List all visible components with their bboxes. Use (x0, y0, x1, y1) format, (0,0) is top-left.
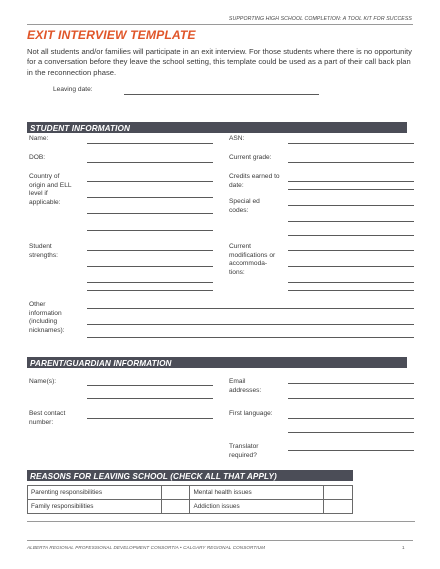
credits-label: Credits earned to date: (229, 173, 280, 189)
student-information-heading (27, 122, 407, 133)
current-grade-label: Current grade: (229, 154, 272, 161)
current-grade-field[interactable] (288, 162, 414, 163)
name-field[interactable] (87, 143, 213, 144)
translator-field[interactable] (288, 450, 414, 451)
student-information-heading-text: STUDENT INFORMATION (30, 123, 130, 133)
country-label: Country of origin and ELL level if applicable: (29, 173, 72, 206)
modifications-field-3[interactable] (288, 282, 414, 283)
translator-label: Translator required? (229, 443, 259, 459)
header-tagline: SUPPORTING HIGH SCHOOL COMPLETION: A TOOL KIT FOR SUCCESS (228, 16, 412, 22)
special-ed-field-3[interactable] (288, 235, 414, 236)
special-ed-field-1[interactable] (288, 205, 414, 206)
header-divider (27, 24, 413, 25)
reason-label-mental-health: Mental health issues (190, 486, 324, 500)
country-field-4[interactable] (87, 230, 213, 231)
best-contact-field[interactable] (87, 418, 213, 419)
name-label: Name: (29, 135, 49, 142)
email-field-1[interactable] (288, 383, 414, 384)
other-info-field-3[interactable] (87, 337, 414, 338)
reason-checkbox-addiction[interactable] (324, 500, 353, 514)
email-field-2[interactable] (288, 398, 414, 399)
table-row (28, 500, 353, 514)
intro-paragraph: Not all students and/or families will participate in an exit interview. For those students where there is no opportunity for a conversation before they leave the school setting, this template could be used as a part of their call back plan in the reconnection phase. (27, 47, 412, 77)
reasons-heading-text: REASONS FOR LEAVING SCHOOL (CHECK ALL THAT APPLY) (30, 471, 277, 481)
modifications-field-2[interactable] (288, 266, 414, 267)
country-field-1[interactable] (87, 181, 213, 182)
modifications-label: Current modifications or accommoda-tions: (229, 243, 276, 276)
parent-guardian-heading (27, 357, 407, 368)
leaving-date-label: Leaving date: (53, 86, 93, 93)
special-ed-field-2[interactable] (288, 221, 414, 222)
email-label: Email addresses: (229, 378, 262, 394)
parent-names-field-1[interactable] (87, 385, 213, 386)
best-contact-label: Best contact number: (29, 410, 66, 426)
country-field-2[interactable] (87, 197, 213, 198)
reasons-table (27, 485, 353, 514)
special-ed-label: Special ed codes: (229, 198, 260, 214)
reason-label-parenting: Parenting responsibilities (28, 486, 162, 500)
reason-label-addiction: Addiction issues (190, 500, 324, 514)
leaving-date-field[interactable] (124, 94, 319, 95)
first-language-field-1[interactable] (288, 418, 414, 419)
strengths-label: Student strengths: (29, 243, 58, 259)
page-title: EXIT INTERVIEW TEMPLATE (27, 28, 196, 42)
other-info-field-2[interactable] (87, 324, 414, 325)
parent-guardian-heading-text: PARENT/GUARDIAN INFORMATION (30, 358, 172, 368)
other-info-label: Other information (including nicknames): (29, 301, 65, 334)
country-field-3[interactable] (87, 213, 213, 214)
section-end-rule (27, 521, 415, 522)
dob-field[interactable] (87, 162, 213, 163)
parent-names-label: Name(s): (29, 378, 57, 385)
table-row (28, 486, 353, 500)
credits-field-1[interactable] (288, 181, 414, 182)
strengths-field-1[interactable] (87, 250, 213, 251)
strengths-field-4[interactable] (87, 290, 213, 291)
reason-checkbox-mental-health[interactable] (324, 486, 353, 500)
strengths-field-2[interactable] (87, 266, 213, 267)
footer-divider (27, 540, 413, 541)
first-language-label: First language: (229, 410, 273, 417)
reasons-heading (27, 470, 353, 481)
first-language-field-2[interactable] (288, 432, 414, 433)
footer-text: ALBERTA REGIONAL PROFESSIONAL DEVELOPMENT CONSORTIA • CALGARY REGIONAL CONSORTIUM (27, 545, 266, 550)
credits-field-2[interactable] (288, 189, 414, 190)
modifications-field-1[interactable] (288, 250, 414, 251)
parent-names-field-2[interactable] (87, 398, 213, 399)
reason-label-family: Family responsibilities (28, 500, 162, 514)
asn-field[interactable] (288, 143, 414, 144)
asn-label: ASN: (229, 135, 245, 142)
modifications-field-4[interactable] (288, 290, 414, 291)
dob-label: DOB: (29, 154, 46, 161)
reason-checkbox-parenting[interactable] (161, 486, 190, 500)
reason-checkbox-family[interactable] (161, 500, 190, 514)
page-number: 1 (402, 545, 405, 550)
strengths-field-3[interactable] (87, 282, 213, 283)
other-info-field-1[interactable] (87, 308, 414, 309)
